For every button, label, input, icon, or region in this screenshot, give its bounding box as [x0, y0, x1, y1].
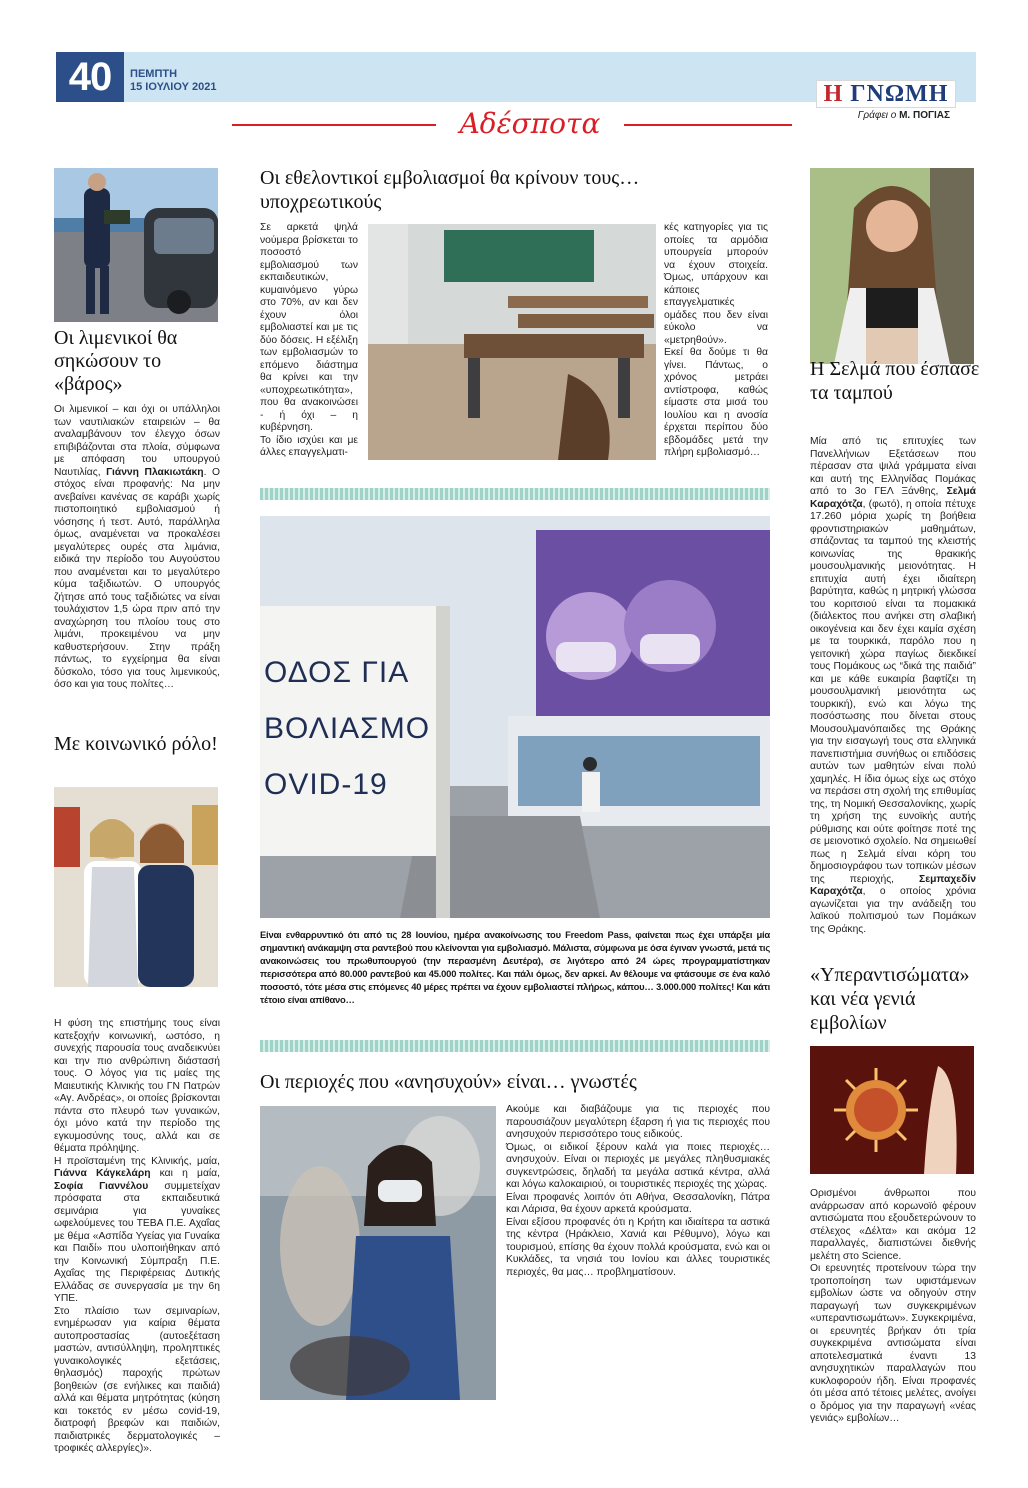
midwives-paragraph-1: Η φύση της επιστήμης τους είναι κατεξοχήν κοινωνική, ωστόσο, η συνεχής παρουσία τους αναδεικνύει και την πιο ανθρώπινη διάστασή τους. Ο λόγος για τις μαίες της Μαιευτικής Κλινικής του ΓΝ Πατρών «Αγ. Ανδρέας», οι οποίες βρίσκονται πάντα στο πλευρό των γυναικών, όχι μόνο κατά την περίοδο της εγκυμοσύνης τους, αλλά και σε θέματα πρόληψης. [54, 1018, 220, 1154]
sign-line-3: OVID-19 [264, 768, 388, 801]
coastguard-body [54, 404, 220, 692]
logo-main: ΓΝΩΜΗ [850, 81, 949, 107]
midwives-photo [54, 787, 218, 987]
masked-woman-photo [260, 1106, 496, 1400]
voluntary-vaccination-headline: Οι εθελοντικοί εμβολιασμοί θα κρίνουν τους… υποχρεωτικούς [260, 167, 640, 213]
coastguard-illustration [54, 168, 218, 322]
vv-left-p1: Σε αρκετά ψηλά νούμερα βρίσκεται το ποσοστό εμβολιασμού των εκπαιδευτικών, κυμαινόμενο γύρω στο 70%, αν και δεν έχουν όλοι εμβολιαστεί και με τις δύο δόσεις. Η εξέλιξη των εμβολιασμών το επόμενο διάστημα θα κρίνει και την «υποχρεωτικότητα», που θα ανακοινώσει - ή όχι – η κυβέρνηση. [260, 222, 358, 433]
regions-body [506, 1104, 770, 1279]
minister-name: Γιάννη Πλακιωτάκη [106, 466, 204, 478]
midwives-body [54, 1018, 220, 1456]
voluntary-vaccination-body-right [664, 222, 768, 460]
selma-text-c: , ο οποίος χρόνια αγωνίζεται για την ανάδειξη του λαϊκού πολιτισμού των Πομάκων της Θράκης. [810, 886, 976, 935]
antibodies-p1: Ορισμένοι άνθρωποι που ανάρρωσαν από κορωνοϊό φέρουν αντισώματα που εξουδετερώνουν το στέλεχος «Δέλτα» και ακόμα 12 παραλλαγές, διαπιστώνει διεθνής μελέτη στο Science. [810, 1188, 976, 1262]
vaccination-center-photo [260, 516, 770, 918]
coastguard-text-a: Οι λιμενικοί – και όχι οι υπάλληλοι των ναυτιλιακών εταιρειών – θα αναλαμβάνουν τον έλεγχο όσων επιβιβάζονται στα πλοία, σύμφωνα με απόφαση του υπουργού Ναυτιλίας, [54, 404, 220, 478]
coastguard-headline: Οι λιμενικοί θα σηκώσουν το «βάρος» [54, 327, 178, 395]
sign-line-1: ΟΔΟΣ ΓΙΑ [264, 656, 410, 689]
father-name: Σεμπαχεδίν Καραχότζα [810, 873, 976, 897]
midwives-text-2a: Η προϊσταμένη της Κλινικής, μαία, [54, 1155, 220, 1167]
regions-p4: Είναι εξίσου προφανές ότι η Κρήτη και ιδιαίτερα τα αστικά της κέντρα (Ηράκλειο, Χανιά και Ρέθυμνο), λόγω και τουρισμού, επίσης θα έχουν πολλά κρούσματα, ενώ και οι Κυκλάδες, τα νησιά του Ιονίου και άλλες τουριστικές περιοχές, θα μας… προβληματίσουν. [506, 1216, 770, 1278]
midwives-paragraph-3: Στο πλαίσιο των σεμιναρίων, ενημέρωσαν για καίρια θέματα αυτοπροστασίας (αυτοεξέταση μαστών, αντισύλληψη, προληπτικές γυναικολογικές εξετάσεις, θηλασμός) παροχής πρώτων βοηθειών (σε ενήλικες και παιδιά) αλλά και θέματα μητρότητας (κύηση και τοκετός εν μέσω covid-19, διατροφή βρεφών και παιδιών, παιδιατρικές δερματολογικές – τροφικές αλλεργίες)». [54, 1305, 220, 1454]
antibodies-p2: Οι ερευνητές προτείνουν τώρα την τροποποίηση των υφιστάμενων εμβολίων ώστε να οδηγούν στην παραγωγή των συγκεκριμένων «υπεραντισωμάτων». Συγκεκριμένα, οι ερευνητές βρήκαν ότι τρία συγκεκριμένα αντισώματα είναι αποτελεσματικά έναντι 13 ανησυχητικών παραλλαγών που κυκλοφορούν ήδη. Είναι προφανές ότι μέσα από τέτοιες μελέτες, ανοίγει ο δρόμος για την παραγωγή «νέας γενιάς» εμβολίων… [810, 1263, 976, 1424]
vv-left-p2: Το ίδιο ισχύει και με άλλες επαγγελματι- [260, 434, 358, 458]
divider-bar [260, 488, 770, 500]
classroom-illustration [368, 224, 656, 460]
photo-caption: Είναι ενθαρρυντικό ότι από τις 28 Ιουνίου, ημέρα ανακοίνωσης του Freedom Pass, φαίνεται πως έχει υπάρξει μία σημαντική ανάκαμψη στα ραντεβού που κλείνονται για εμβολιασμό. Μάλιστα, σύμφωνα με όσα έγιναν γνωστά, μετά τις ανακοινώσεις του πρωθυπουργού (την περασμένη Δευτέρα), σε λιγότερο από 24 ώρες προγραμματίστηκαν περισσότερα από 80.000 ραντεβού και 45.000 πολίτες. Και πάλι όμως, δεν αρκεί. Αν θέλουμε να φτάσουμε σε ένα καλό ποσοστό, τότε μέσα στις επόμενες 40 μέρες πρέπει να έχουν εμβολιαστεί πλήρως, κάπου… 3.000.000 πολίτες! Και κάτι τέτοιο είναι απίθανο… [260, 929, 770, 1005]
midwives-headline: Με κοινωνικό ρόλο! [54, 733, 218, 755]
midwife-name-1: Γιάννα Κάγκελάρη [54, 1168, 151, 1179]
classroom-photo [368, 224, 656, 460]
selma-photo [810, 168, 974, 364]
coastguard-photo [54, 168, 218, 322]
byline [830, 110, 950, 121]
antibodies-body [810, 1188, 976, 1426]
page-number: 40 [56, 52, 124, 102]
regions-p1: Ακούμε και διαβάζουμε για τις περιοχές που παρουσιάζουν μεγαλύτερη έξαρση ή για τις περιοχές που ανησυχούν περισσότερο τους ειδικούς. [506, 1104, 770, 1140]
selma-text-a: Μία από τις επιτυχίες των Πανελλήνιων Εξετάσεων που πέρασαν στα ψιλά γράμματα είναι και αυτή της Ελληνίδας Πομάκας από το 3ο ΓΕΛ Ξάνθης, [810, 436, 976, 497]
coastguard-text-b: . Ο στόχος είναι προφανής: Να μην ανεβαίνει κανένας σε καράβι χωρίς πιστοποιητικό εμβολιασμού ή νόσησης ή τεστ. Αυτό, παράλληλα όμως, αναμένεται να προκαλέσει μεγαλύτερες ουρές στα λιμάνια, ειδικά την περίοδο του Αυγούστου που αναμένεται και το μεγαλύτερο κύμα ταξιδιωτών. Ο υπουργός ζήτησε από τους ταξιδιώτες να είναι τουλάχιστον 1,5 ώρα πριν από την αναχώρηση του πλοίου τους στο λιμάνι, προκειμένου να μην καθυστερήσουν. Στην πράξη πάντως, το εγχείρημα θα είναι δύσκολο, τόσο για τους λιμενικούς, όσο και για τους πολίτες… [54, 466, 220, 690]
vv-right-p1: κές κατηγορίες για τις οποίες τα αρμόδια υπουργεία μπορούν να έχουν στοιχεία. Όμως, υπάρχουν και κάποιες επαγγελματικές ομάδες που δεν είναι εύκολο να «μετρηθούν». [664, 222, 768, 346]
midwives-text-2c: συμμετείχαν πρόσφατα στα εκπαιδευτικά σεμινάρια για γυναίκες ωφελούμενες του ΤΕΒΑ Π.Ε. Αχαΐας με θέμα «Ασπίδα Υγείας για Γυναίκα και Παιδί» που υλοποιήθηκαν από την Κοινωνική Σύμπραξη Π.Ε. Αχαΐας της Περιφέρειας Δυτικής Ελλάδας σε συνεργασία με την 6η ΥΠΕ. [54, 1180, 220, 1304]
regions-p3: Είναι προφανές λοιπόν ότι Αθήνα, Θεσσαλονίκη, Πάτρα και Λάρισα, θα έχουν αρκετά κρούσματα. [506, 1191, 770, 1215]
divider-bar-2 [260, 1040, 770, 1052]
section-title: Αδέσποτα [436, 104, 624, 144]
midwife-name-2: Σοφία Γιαννέλου [54, 1180, 149, 1192]
logo-prefix: Η [823, 81, 844, 107]
midwives-paragraph-2 [54, 1156, 220, 1306]
selma-illustration [810, 168, 974, 364]
regions-headline: Οι περιοχές που «ανησυχούν» είναι… γνωστές [260, 1071, 637, 1093]
virus-photo [810, 1046, 974, 1174]
student-name: Σελμά Καραχότζα [810, 486, 976, 510]
byline-author: Μ. ΠΟΓΙΑΣ [899, 110, 950, 121]
virus-illustration [810, 1046, 974, 1174]
antibodies-headline: «Υπεραντισώματα» και νέα γενιά εμβολίων [810, 964, 970, 1034]
selma-body [810, 436, 976, 936]
vv-right-p2: Εκεί θα δούμε τι θα γίνει. Πάντως, ο χρόνος μετράει αντίστροφα, καθώς είμαστε στα μισά του Ιουλίου και η ανοσία έρχεται περίπου δύο εβδομάδες μετά την πλήρη εμβολιασμό… [664, 347, 768, 458]
selma-text-b: , (φωτό), η οποία πέτυχε 17.260 μόρια χωρίς τη βοήθεια φροντιστηριακών μαθημάτων, σπάζοντας τα ταμπού της κλειστής κοινωνίας της θρακικής μουσουλμανικής μειονότητας. Η επιτυχία αυτή έχει ιδιαίτερη βαρύτητα, καθώς η μητρική γλώσσα του κοριτσιού είναι τα πομακικά (διάλεκτος που ανήκει στη σλαβική οικογένεια και δεν έχει καμία σχέση με τα τουρκικά, παρόλο που η γειτονική χώρα παγίως διεκδικεί τους Πομάκους ως “δικά της παιδιά” και με κάθε ευκαιρία βαφτίζει τη μουσουλμανική μειονότητα ως τουρκική), ενώ και λόγω της ποσόστωσης που δίνεται στους Μουσουλμανόπαιδες της Θράκης για την εισαγωγή τους στα ελληνικά πανεπιστήμια συνήθως οι επιδόσεις αυτών των μαθητών είναι πολύ χαμηλές. Η ίδια όμως είχε ως στόχο να περάσει στη σχολή της επιθυμίας της, τη Νομική Θεσσαλονίκης, χωρίς τη χρήση της ευνοϊκής αυτής ρύθμισης και ούτε φοίτησε ποτέ της σε μειονοτικό σχολείο. Να σημειωθεί πως η Σελμά είναι κόρη του δημοσιογράφου των τοπικών μέσων της περιοχής, [810, 498, 976, 885]
byline-prefix: Γράφει ο [857, 110, 897, 121]
issue-date: 15 ΙΟΥΛΙΟΥ 2021 [130, 81, 217, 93]
voluntary-vaccination-body-left [260, 222, 358, 460]
masked-woman-illustration [260, 1106, 496, 1400]
midwives-text-2b: και η μαία, [150, 1168, 220, 1179]
issue-day: ΠΕΜΠΤΗ [130, 68, 178, 80]
sign-line-2: ΒΟΛΙΑΣΜΟ [264, 712, 431, 745]
selma-headline: Η Σελμά που έσπασε τα ταμπού [810, 358, 980, 404]
regions-p2: Όμως, οι ειδικοί ξέρουν καλά για ποιες περιοχές… ανησυχούν. Είναι οι περιοχές με μεγάλες πληθυσμιακές συγκεντρώσεις, δηλαδή τα μεγάλα αστικά κέντρα, αλλά και λόγω καλοκαιριού, οι τουριστικές περιοχές της χώρας. [506, 1141, 770, 1190]
newspaper-logo[interactable] [816, 80, 956, 108]
midwives-illustration [54, 787, 218, 987]
